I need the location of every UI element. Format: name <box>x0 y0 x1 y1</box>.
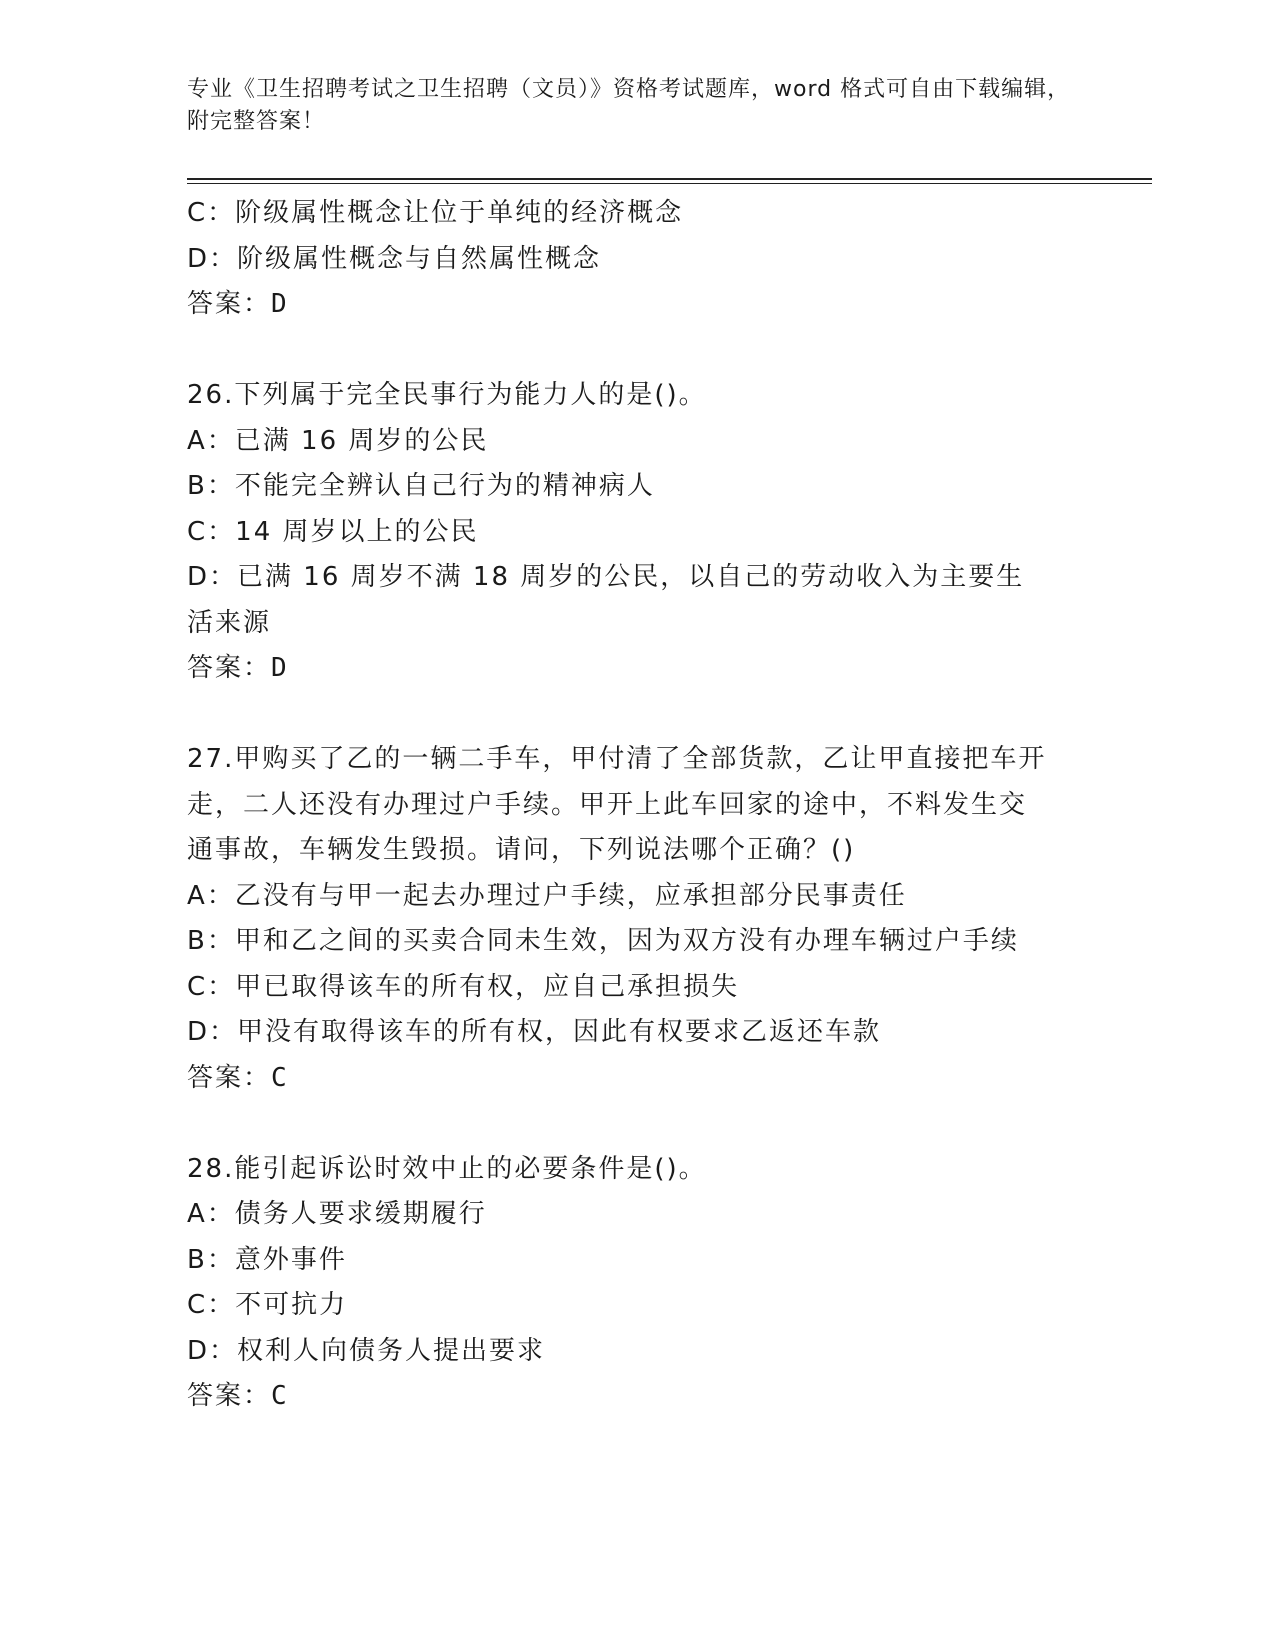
header-divider-thin <box>187 183 1152 184</box>
option-b: B：不能完全辨认自己行为的精神病人 <box>187 471 655 501</box>
question-text: 27.甲购买了乙的一辆二手车，甲付清了全部货款，乙让甲直接把车开走，二人还没有办理过户手续。甲开上此车回家的途中，不料发生交通事故，车辆发生毁损。请问，下列说法哪个正确？() <box>187 744 1047 865</box>
option-c: C：不可抗力 <box>187 1290 348 1320</box>
option-d: D：甲没有取得该车的所有权，因此有权要求乙返还车款 <box>187 1017 882 1047</box>
option-d: D：阶级属性概念与自然属性概念 <box>187 243 602 274</box>
question-27 <box>187 737 1087 1101</box>
answer-label: 答案： <box>187 1381 272 1411</box>
header-divider <box>187 178 1152 180</box>
option-b: B：意外事件 <box>187 1244 347 1275</box>
answer-value: C <box>271 1381 289 1411</box>
option-b: B：甲和乙之间的买卖合同未生效，因为双方没有办理车辆过户手续 <box>187 926 1019 956</box>
answer-line <box>187 282 1087 328</box>
question-text: 28.能引起诉讼时效中止的必要条件是()。 <box>187 1153 707 1184</box>
answer-line <box>187 646 1087 692</box>
answer-value: D <box>271 289 289 319</box>
option-a: A：已满 16 周岁的公民 <box>187 425 489 456</box>
answer-value: D <box>271 653 289 683</box>
option-c: C：甲已取得该车的所有权，应自己承担损失 <box>187 971 740 1002</box>
option-c: C：阶级属性概念让位于单纯的经济概念 <box>187 198 684 228</box>
option-a: A：债务人要求缓期履行 <box>187 1199 487 1229</box>
option-a: A：乙没有与甲一起去办理过户手续，应承担部分民事责任 <box>187 880 907 911</box>
option-c: C：14 周岁以上的公民 <box>187 516 479 547</box>
answer-line <box>187 1374 1087 1420</box>
answer-label: 答案： <box>187 1062 272 1093</box>
option-d: D：已满 16 周岁不满 18 周岁的公民，以自己的劳动收入为主要生活来源 <box>187 562 1025 638</box>
document-header <box>187 74 1087 138</box>
question-26 <box>187 373 1087 692</box>
prev-question-block <box>187 191 1087 328</box>
question-content <box>187 191 1087 1420</box>
answer-line <box>187 1056 1087 1102</box>
option-d: D：权利人向债务人提出要求 <box>187 1335 546 1366</box>
answer-value: C <box>271 1062 289 1093</box>
question-text: 26.下列属于完全民事行为能力人的是()。 <box>187 380 707 410</box>
question-28 <box>187 1147 1087 1420</box>
answer-label: 答案： <box>187 289 272 319</box>
answer-label: 答案： <box>187 653 272 683</box>
header-text: 专业《卫生招聘考试之卫生招聘（文员）》资格考试题库，word 格式可自由下载编辑，附完整答案！ <box>187 77 1071 134</box>
